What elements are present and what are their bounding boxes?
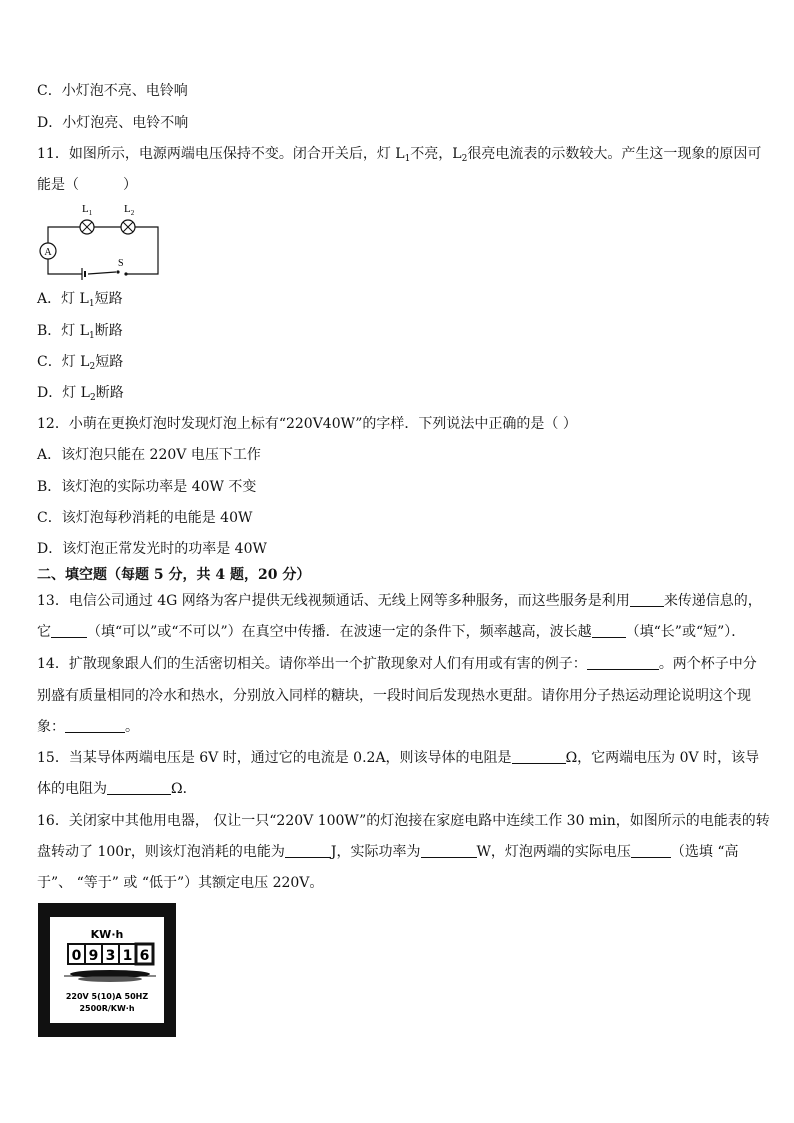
meter-spec-line2: 2500R/KW·h [79,1004,135,1013]
q16-line1: 16．关闭家中其他用电器， 仅让一只“220V 100W”的灯泡接在家庭电路中连续工作 30 min，如图所示的电能表的转 [37,813,770,829]
lamp-l1-label: $L_1$ [82,203,93,217]
q10-option-d: D．小灯泡亮、电铃不响 [37,115,189,131]
q12-option-c: C．该灯泡每秒消耗的电能是 40W [37,510,253,526]
q13-line1: 13．电信公司通过 4G 网络为客户提供无线视频通话、无线上网等多种服务，而这些服务是利用 来传递信息的， [37,593,762,609]
q10-option-c: C．小灯泡不亮、电铃响 [37,83,188,99]
q11-stem-part1: 11．如图所示，电源两端电压保持不变。闭合开关后，灯 L [37,146,405,162]
q12-option-b: B．该灯泡的实际功率是 40W 不变 [37,479,257,495]
q11-option-d: D．灯 $L_2$断路 [37,385,124,403]
meter-digit: 3 [105,948,116,964]
q11-option-a: A．灯 $L_1$短路 [37,291,123,309]
q14-line1: 14．扩散现象跟人们的生活密切相关。请你举出一个扩散现象对人们有用或有害的例子： 。两个杯子中分 [37,656,757,672]
q11-option-b: B．灯 $L_1$断路 [37,323,123,341]
lamp-l2-label: $L_2$ [124,203,135,217]
energy-meter-image [38,903,176,1037]
q15-line1: 15．当某导体两端电压是 6V 时，通过它的电流是 0.2A，则该导体的电阻是 Ω，它两端电压为 0V 时，该导 [37,750,760,766]
q11-stem-sub2: 2 [461,154,468,164]
meter-digit: 1 [122,948,133,964]
meter-spec-line1: 220V 5(10)A 50HZ [65,992,149,1001]
q12-stem: 12．小萌在更换灯泡时发现灯泡上标有“220V40W”的字样．下列说法中正确的是（ ） [37,416,577,432]
meter-digit: 0 [71,948,82,964]
switch-label: S [118,258,124,269]
lamp-l2-icon [121,220,135,234]
q11-option-c: C．灯 $L_2$短路 [37,354,124,372]
meter-digit: 9 [88,948,99,964]
q15-line2: 体的电阻为 Ω． [37,781,197,797]
circuit-diagram [38,200,163,280]
meter-digit-counter [68,944,153,964]
q11-stem-line1 [37,145,761,163]
lamp-l1-icon [80,220,94,234]
ammeter-label: A [44,247,52,258]
q14-line2: 别盛有质量相同的冷水和热水，分别放入同样的糖块，一段时间后发现热水更甜。请你用分子热运动理论说明这个现 [37,688,751,704]
q12-option-d: D．该灯泡正常发光时的功率是 40W [37,541,267,557]
meter-digit: 6 [139,948,150,964]
q11-stem-sub1: 1 [404,154,411,164]
q13-line2: 它 （填“可以”或“不可以”）在真空中传播．在波速一定的条件下，频率越高，波长越 （填“长”或“短”）． [37,624,746,640]
ammeter-icon [40,243,56,259]
q11-stem-line2-b: ） [123,177,137,193]
q12-option-a: A．该灯泡只能在 220V 电压下工作 [37,447,261,463]
q11-stem-part3: 很亮电流表的示数较大。产生这一现象的原因可 [467,146,762,162]
section-title: 二、填空题（每题 5 分，共 4 题，20 分） [37,567,311,583]
q11-stem-line2 [37,176,137,194]
q16-line3: 于”、 “等于” 或 “低于”）其额定电压 220V。 [37,875,324,891]
switch-icon [116,270,127,275]
q14-line3: 象： 。 [37,719,139,735]
q16-line2: 盘转动了 100r，则该灯泡消耗的电能为 J，实际功率为 W，灯泡两端的实际电压 （选填 “高 [37,844,739,860]
q11-stem-part2: 不亮，L [410,146,462,162]
meter-unit: KW·h [90,928,124,941]
q11-stem-line2-a: 能是（ [37,177,79,193]
